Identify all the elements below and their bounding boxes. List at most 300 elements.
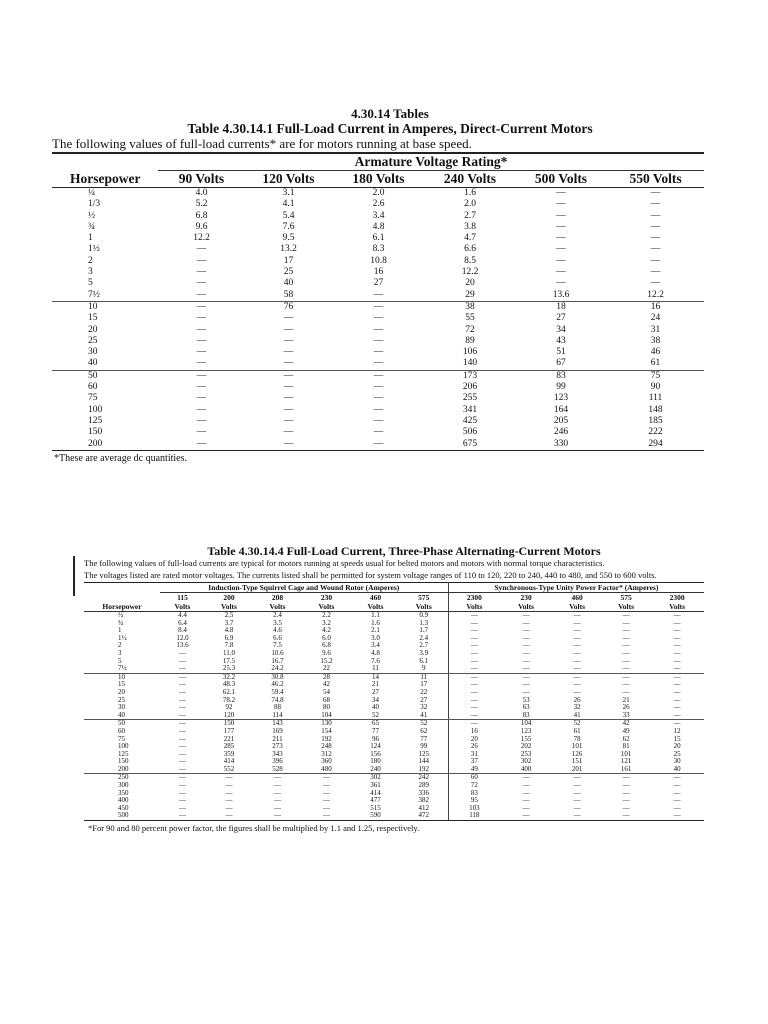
horsepower-cell: 150 <box>88 427 103 438</box>
current-cell: — <box>283 382 294 393</box>
horsepower-cell: 60 <box>118 726 125 735</box>
current-cell: 330 <box>515 439 607 451</box>
table1-footnote: *These are average dc quantities. <box>54 452 187 464</box>
current-cell: 3.8 <box>464 221 476 232</box>
horsepower-cell: 15 <box>88 313 98 324</box>
current-cell: — <box>205 812 253 820</box>
current-cell: 3.2 <box>322 618 331 627</box>
current-cell: — <box>573 781 581 790</box>
current-cell: 61 <box>607 358 704 370</box>
current-cell: — <box>470 648 478 657</box>
current-cell: 3.4 <box>372 210 385 221</box>
current-cell: 121 <box>620 757 632 766</box>
current-cell: — <box>283 313 294 324</box>
current-cell: 38 <box>650 335 661 346</box>
current-cell: 48.3 <box>222 680 236 689</box>
current-cell: — <box>274 781 281 790</box>
armature-voltage-header: Armature Voltage Rating* <box>158 153 704 171</box>
current-cell: 24 <box>650 313 661 324</box>
current-cell: — <box>225 796 233 805</box>
current-cell: 27 <box>556 313 566 324</box>
current-cell: — <box>470 618 478 627</box>
current-cell: 425 <box>462 415 478 426</box>
current-cell: 62 <box>622 734 630 743</box>
current-cell: — <box>522 626 530 635</box>
current-cell: 62.1 <box>222 687 236 696</box>
current-cell: 9.5 <box>282 233 295 244</box>
current-cell: — <box>179 703 186 712</box>
current-cell: 3.7 <box>224 618 234 627</box>
current-cell: 14 <box>372 672 379 681</box>
current-cell: 95 <box>470 796 478 805</box>
current-cell: — <box>196 267 207 278</box>
current-cell: — <box>196 347 207 358</box>
current-cell: 61 <box>573 726 581 735</box>
current-cell: — <box>573 626 581 635</box>
current-cell: 10.8 <box>370 255 387 266</box>
table2-footnote: *For 90 and 80 percent power factor, the figures shall be multiplied by 1.1 and 1.25, respectively. <box>88 823 420 834</box>
table-row <box>84 758 704 766</box>
current-cell: — <box>225 781 233 790</box>
current-cell: — <box>323 803 330 812</box>
current-cell: 92 <box>225 703 233 712</box>
current-cell: — <box>673 618 681 627</box>
current-cell: — <box>373 313 384 324</box>
current-cell: 41 <box>400 712 448 720</box>
current-cell: 7.6 <box>282 221 295 232</box>
horsepower-cell: 5 <box>88 278 93 289</box>
current-cell: — <box>573 788 581 797</box>
current-cell: — <box>283 335 294 346</box>
current-cell: — <box>179 796 186 805</box>
table-row <box>52 382 704 393</box>
current-cell: 42 <box>323 680 330 689</box>
horsepower-cell: 1½ <box>88 244 100 255</box>
horsepower-cell: 200 <box>84 766 160 774</box>
horsepower-header: Horsepower <box>84 593 160 612</box>
current-cell: — <box>179 803 186 812</box>
current-cell: 99 <box>556 382 566 393</box>
current-cell: 20 <box>470 734 478 743</box>
current-cell: — <box>573 680 581 689</box>
current-cell: 206 <box>462 382 478 393</box>
table-row <box>84 612 704 620</box>
current-cell: — <box>179 757 186 766</box>
horsepower-cell: 75 <box>118 734 125 743</box>
current-cell: — <box>650 199 661 210</box>
current-cell: — <box>179 648 186 657</box>
current-cell: 180 <box>370 757 381 766</box>
current-cell: 103 <box>469 803 480 812</box>
current-cell: — <box>673 611 681 619</box>
current-cell: 289 <box>400 782 448 790</box>
current-cell: — <box>158 358 245 370</box>
horsepower-cell: ½ <box>118 611 124 619</box>
current-cell: 68 <box>323 695 330 704</box>
horsepower-cell: 60 <box>88 382 98 393</box>
dc-motor-table-block <box>52 106 704 464</box>
current-cell: 2.1 <box>371 626 380 635</box>
current-cell: — <box>650 255 661 266</box>
current-cell: — <box>283 324 294 335</box>
current-cell: — <box>196 393 207 404</box>
current-cell: 111 <box>648 393 663 404</box>
table-row <box>52 199 704 210</box>
current-cell: — <box>522 656 530 665</box>
current-cell: — <box>373 404 384 415</box>
current-cell: 17 <box>283 255 294 266</box>
current-cell: 202 <box>520 742 532 751</box>
horsepower-cell: 10 <box>88 301 98 312</box>
current-cell: — <box>622 633 630 642</box>
current-cell: 177 <box>223 726 235 735</box>
current-cell: — <box>196 278 207 289</box>
table-row <box>52 211 704 222</box>
current-cell: 25 <box>673 749 681 758</box>
synchronous-type-header: Synchronous-Type Unity Power Factor* (Amperes) <box>448 583 704 593</box>
current-cell: — <box>179 781 186 790</box>
current-cell: 52 <box>351 712 400 720</box>
table-row <box>52 313 704 324</box>
current-cell: 60 <box>470 773 478 782</box>
horsepower-cell: 3 <box>118 648 122 657</box>
current-cell: 25.3 <box>205 665 253 673</box>
current-cell: — <box>622 618 630 627</box>
current-cell: 240 <box>351 766 400 774</box>
current-cell: 9.6 <box>195 221 208 232</box>
header-spacer <box>52 153 158 171</box>
current-cell: — <box>323 796 330 805</box>
current-cell: 101 <box>571 742 583 751</box>
current-cell: 26 <box>622 703 630 712</box>
current-cell: 4.4 <box>178 611 187 619</box>
current-cell: 360 <box>321 757 332 766</box>
voltage-column-header: 115 Volts <box>160 593 205 612</box>
voltage-column-header: 2300 Volts <box>448 593 500 612</box>
horsepower-cell: 125 <box>118 749 129 758</box>
current-cell: 205 <box>553 415 569 426</box>
current-cell: 3.4 <box>371 641 380 650</box>
current-cell: 124 <box>370 742 381 751</box>
current-cell: — <box>283 347 294 358</box>
current-cell: — <box>556 267 566 278</box>
current-cell: — <box>196 415 207 426</box>
current-cell: 13.2 <box>280 244 297 255</box>
current-cell: — <box>673 796 681 805</box>
current-cell: — <box>573 656 581 665</box>
current-cell: — <box>573 611 581 619</box>
current-cell: — <box>673 719 681 728</box>
current-cell: 472 <box>400 812 448 820</box>
current-cell: — <box>196 427 207 438</box>
current-cell: — <box>500 812 552 820</box>
current-cell: — <box>179 773 186 782</box>
current-cell: — <box>179 656 186 665</box>
table-row <box>52 358 704 370</box>
current-cell: — <box>470 695 478 704</box>
current-cell: — <box>470 633 478 642</box>
current-cell: — <box>622 687 630 696</box>
current-cell: — <box>650 233 661 244</box>
current-cell: — <box>673 641 681 650</box>
table-row <box>52 336 704 347</box>
horsepower-cell: 1 <box>118 626 122 635</box>
current-cell: 32 <box>400 704 448 712</box>
current-cell: 21 <box>372 680 379 689</box>
current-cell: 118 <box>448 812 500 820</box>
current-cell: 11 <box>400 673 448 681</box>
current-cell: 4.1 <box>282 199 295 210</box>
current-cell: — <box>373 347 384 358</box>
horsepower-cell: 300 <box>118 781 129 790</box>
current-cell: 27 <box>373 278 384 289</box>
current-cell: 8.3 <box>372 244 385 255</box>
horsepower-cell: 250 <box>118 773 129 782</box>
current-cell: 6.6 <box>273 633 282 642</box>
current-cell: — <box>622 788 630 797</box>
current-cell: 53 <box>522 695 530 704</box>
current-cell: — <box>373 427 384 438</box>
horsepower-cell: 7½ <box>84 665 160 673</box>
current-cell: 2.5 <box>224 611 234 619</box>
voltage-column-header: 240 Volts <box>425 171 515 188</box>
current-cell: — <box>179 680 186 689</box>
current-cell: — <box>673 788 681 797</box>
current-cell: 173 <box>462 370 478 381</box>
current-cell: — <box>373 301 384 312</box>
current-cell: — <box>622 680 630 689</box>
current-cell: 3.5 <box>273 618 282 627</box>
current-cell: 83 <box>470 788 478 797</box>
table-row <box>84 650 704 658</box>
current-cell: — <box>448 665 500 673</box>
voltage-column-header: 575 Volts <box>602 593 650 612</box>
current-cell: 88 <box>274 703 281 712</box>
current-cell: 515 <box>370 803 381 812</box>
current-cell: — <box>573 672 581 681</box>
current-cell: — <box>470 680 478 689</box>
current-cell: 77 <box>372 726 379 735</box>
current-cell: 242 <box>400 774 448 782</box>
table-row <box>84 736 704 744</box>
horsepower-cell: 1/3 <box>88 199 101 210</box>
current-cell: 6.0 <box>322 633 331 642</box>
current-cell: — <box>522 796 530 805</box>
current-cell: — <box>470 641 478 650</box>
current-cell: — <box>650 278 661 289</box>
current-cell: — <box>622 611 630 619</box>
voltage-column-header: 180 Volts <box>332 171 425 188</box>
current-cell: 9.6 <box>322 648 331 657</box>
header-spacer <box>84 583 160 593</box>
current-cell: — <box>158 439 245 451</box>
current-cell: 54 <box>323 687 330 696</box>
current-cell: 78 <box>573 734 581 743</box>
table-row <box>84 797 704 805</box>
current-cell: — <box>274 803 281 812</box>
current-cell: 40 <box>650 766 704 774</box>
horsepower-cell: 40 <box>52 358 158 370</box>
current-cell: 150 <box>223 719 235 728</box>
table-row <box>52 347 704 358</box>
current-cell: — <box>522 648 530 657</box>
current-cell: — <box>650 244 661 255</box>
horsepower-cell: 1 <box>88 233 93 244</box>
current-cell: 40 <box>372 703 379 712</box>
current-cell: 43 <box>556 335 566 346</box>
table-row <box>52 188 704 200</box>
table-row <box>52 405 704 416</box>
table2-intro-2: The voltages listed are rated motor voltages. The currents listed shall be permitted for system voltage ranges of 110 to 120, 220 to 240, 440 to 480, and 550 to 600 volts. <box>84 569 657 580</box>
current-cell: — <box>622 796 630 805</box>
horsepower-cell: 200 <box>52 439 158 451</box>
current-cell: 302 <box>370 773 381 782</box>
current-cell: — <box>573 687 581 696</box>
table-row <box>84 697 704 705</box>
current-cell: — <box>283 427 294 438</box>
current-cell: 294 <box>607 439 704 451</box>
current-cell: — <box>522 687 530 696</box>
current-cell: — <box>522 781 530 790</box>
current-cell: — <box>673 656 681 665</box>
current-cell: 17 <box>400 681 448 689</box>
current-cell: 361 <box>370 781 381 790</box>
current-cell: 28 <box>323 672 330 681</box>
current-cell: — <box>650 267 661 278</box>
current-cell: — <box>556 244 566 255</box>
current-cell: 24.2 <box>253 665 302 673</box>
current-cell: 6.6 <box>464 244 476 255</box>
current-cell: 552 <box>205 766 253 774</box>
current-cell: 2.7 <box>464 210 476 221</box>
current-cell: — <box>622 656 630 665</box>
current-cell: — <box>179 749 186 758</box>
horsepower-header: Horsepower <box>52 171 158 188</box>
current-cell: — <box>196 324 207 335</box>
current-cell: 414 <box>370 788 381 797</box>
current-cell: 6.1 <box>400 658 448 666</box>
current-cell: 143 <box>272 719 283 728</box>
current-cell: 6.1 <box>372 233 385 244</box>
current-cell: 33 <box>602 712 650 720</box>
current-cell: 161 <box>602 766 650 774</box>
current-cell: — <box>573 618 581 627</box>
horsepower-cell: ¾ <box>88 221 96 232</box>
current-cell: — <box>196 382 207 393</box>
horsepower-cell: 15 <box>118 680 125 689</box>
current-cell: 49 <box>448 766 500 774</box>
current-cell: — <box>573 648 581 657</box>
current-cell: — <box>673 773 681 782</box>
current-cell: 26 <box>573 695 581 704</box>
horsepower-cell: 20 <box>88 324 98 335</box>
current-cell: — <box>522 618 530 627</box>
current-cell: 18 <box>556 301 566 312</box>
horsepower-cell: 5 <box>118 656 122 665</box>
horsepower-cell: 30 <box>88 347 98 358</box>
table-row <box>84 673 704 681</box>
current-cell: — <box>283 415 294 426</box>
current-cell: 4.2 <box>322 626 331 635</box>
current-cell: 336 <box>400 790 448 798</box>
current-cell: 104 <box>520 719 532 728</box>
current-cell: 17.5 <box>222 656 236 665</box>
current-cell: — <box>274 773 281 782</box>
current-cell: 32 <box>573 703 581 712</box>
current-cell: 13.6 <box>176 641 189 650</box>
current-cell: — <box>179 734 186 743</box>
current-cell: 30.8 <box>271 672 284 681</box>
current-cell: — <box>196 335 207 346</box>
current-cell: — <box>196 301 207 312</box>
current-cell: — <box>283 393 294 404</box>
current-cell: 414 <box>223 757 235 766</box>
current-cell: 90 <box>650 382 661 393</box>
current-cell: 65 <box>372 719 379 728</box>
current-cell: 2.0 <box>464 199 476 210</box>
current-cell: 192 <box>321 734 332 743</box>
ac-motor-table-block <box>84 544 704 833</box>
current-cell: — <box>225 803 233 812</box>
horsepower-cell: 30 <box>118 703 125 712</box>
current-cell: 83 <box>556 370 566 381</box>
current-cell: — <box>622 773 630 782</box>
current-cell: — <box>556 210 566 221</box>
horsepower-cell: 2 <box>118 641 122 650</box>
current-cell: 29 <box>425 290 515 302</box>
current-cell: — <box>179 687 186 696</box>
current-cell: — <box>323 773 330 782</box>
current-cell: 12.2 <box>607 290 704 302</box>
current-cell: — <box>373 370 384 381</box>
current-cell: 11 <box>351 665 400 673</box>
current-cell: 80 <box>323 703 330 712</box>
current-cell: 675 <box>425 439 515 451</box>
current-cell: — <box>622 641 630 650</box>
current-cell: — <box>179 726 186 735</box>
current-cell: 62 <box>400 728 448 736</box>
current-cell: 58 <box>245 290 332 302</box>
current-cell: 201 <box>552 766 602 774</box>
voltage-column-header: 230 Volts <box>302 593 351 612</box>
section-heading: 4.30.14 Tables <box>351 106 429 121</box>
current-cell: — <box>500 665 552 673</box>
current-cell: — <box>470 626 478 635</box>
current-cell: — <box>622 672 630 681</box>
current-cell: 74.8 <box>271 695 284 704</box>
horsepower-cell: ¼ <box>88 188 96 198</box>
current-cell: 81 <box>622 742 630 751</box>
voltage-column-header: 208 Volts <box>253 593 302 612</box>
current-cell: — <box>179 672 186 681</box>
current-cell: 11.0 <box>223 648 235 657</box>
table-row <box>84 782 704 790</box>
current-cell: — <box>373 393 384 404</box>
current-cell: — <box>673 781 681 790</box>
current-cell: 40 <box>283 278 294 289</box>
current-cell: — <box>470 611 478 619</box>
current-cell: — <box>650 812 704 820</box>
horsepower-cell: 150 <box>118 757 129 766</box>
current-cell: — <box>158 290 245 302</box>
current-cell: — <box>448 712 500 720</box>
current-cell: 0.9 <box>400 612 448 620</box>
revision-bar <box>73 556 75 596</box>
horsepower-cell: 2 <box>88 255 93 266</box>
current-cell: — <box>245 439 332 451</box>
current-cell: 22 <box>400 689 448 697</box>
current-cell: 16 <box>373 267 384 278</box>
